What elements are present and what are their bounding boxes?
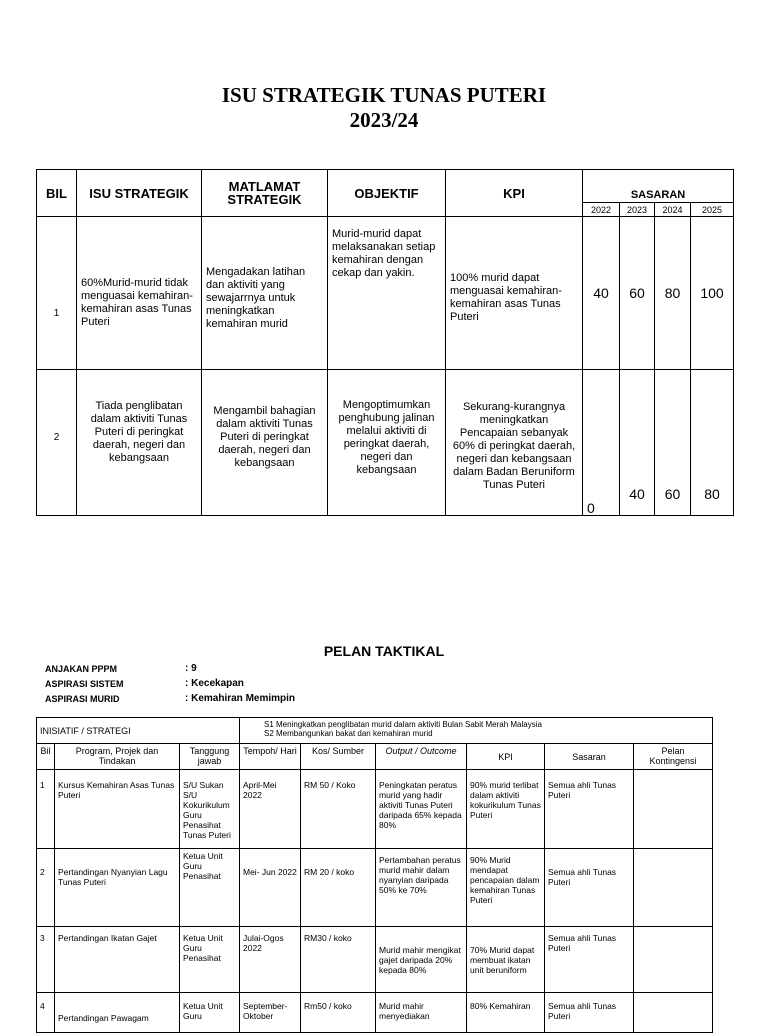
header-output: Output / Outcome (376, 744, 467, 770)
row1-matlamat: Mengadakan latihan dan aktiviti yang sewajarrnya untuk meningkatkan kemahiran murid (202, 217, 328, 370)
tactical-row4-bil: 4 (37, 993, 55, 1033)
tactical-row3-kpi: 70% Murid dapat membuat ikatan unit beruniform (467, 927, 545, 993)
header-objektif: OBJEKTIF (328, 170, 446, 217)
tactical-row2-kos: RM 20 / koko (301, 849, 376, 927)
header-sasaran: SASARAN (583, 170, 734, 203)
year-2023: 2023 (620, 203, 655, 217)
header-tempoh: Tempoh/ Hari (240, 744, 301, 770)
initiative-label: INISIATIF / STRATEGI (37, 718, 240, 744)
tactical-row4-output: Murid mahir menyediakan (376, 993, 467, 1033)
table-row (37, 993, 713, 1033)
row2-target-2024: 60 (655, 370, 691, 516)
tactical-row2-sasaran: Semua ahli Tunas Puteri (545, 849, 634, 927)
row2-matlamat: Mengambil bahagian dalam aktiviti Tunas Puteri di peringkat daerah, negeri dan kebangsaan (202, 370, 328, 516)
header-sasaran: Sasaran (545, 744, 634, 770)
header-bil: Bil (37, 744, 55, 770)
year-2022: 2022 (583, 203, 620, 217)
initiative-s2: S2 Membangunkan bakat dan kemahiran murid (264, 729, 433, 738)
tactical-row1-tempoh: April-Mei 2022 (240, 770, 301, 849)
tactical-row3-output: Murid mahir mengikat gajet daripada 20% kepada 80% (376, 927, 467, 993)
header-kpi: KPI (467, 744, 545, 770)
row2-target-2025: 80 (691, 370, 734, 516)
row2-target-2023: 40 (620, 370, 655, 516)
row1-target-2022: 40 (583, 217, 620, 370)
tactical-row2-program: Pertandingan Nyanyian Lagu Tunas Puteri (55, 849, 180, 927)
table-row (37, 770, 713, 849)
tactical-row2-kpi: 90% Murid mendapat pencapaian dalam kemahiran Tunas Puteri (467, 849, 545, 927)
header-kpi: KPI (446, 170, 583, 217)
table-row (37, 927, 713, 993)
row1-isu: 60%Murid-murid tidak menguasai kemahiran-kemahiran asas Tunas Puteri (77, 217, 202, 370)
document-year: 2023/24 (349, 108, 419, 132)
row1-target-2023: 60 (620, 217, 655, 370)
meta-value-aspirasi-murid: : Kemahiran Memimpin (185, 693, 296, 704)
row2-bil: 2 (37, 370, 77, 516)
tactical-row2-tempoh: Mei- Jun 2022 (240, 849, 301, 927)
tactical-row2-tanggung: Ketua Unit Guru Penasihat (180, 849, 240, 927)
tactical-row3-tanggung: Ketua Unit Guru Penasihat (180, 927, 240, 993)
tactical-row2-pelan (634, 849, 713, 927)
meta-value-anjakan: : 9 (185, 663, 197, 674)
row1-objektif: Murid-murid dapat melaksanakan setiap kemahiran dengan cekap dan yakin. (328, 217, 446, 370)
row1-kpi: 100% murid dapat menguasai kemahiran-kemahiran asas Tunas Puteri (446, 217, 583, 370)
tactical-plan-table (36, 717, 713, 1033)
header-isu-strategik: ISU STRATEGIK (77, 170, 202, 217)
header-tanggung-jawab: Tanggung jawab (180, 744, 240, 770)
meta-label-anjakan: ANJAKAN PPPM (45, 664, 118, 674)
tactical-row3-tempoh: Julai-Ogos 2022 (240, 927, 301, 993)
row2-objektif: Mengoptimumkan penghubung jalinan melalui aktiviti di peringkat daerah, negeri dan kebangsaan (328, 370, 446, 516)
tactical-row4-program: Pertandingan Pawagam (55, 993, 180, 1033)
header-bil: BIL (37, 170, 77, 217)
tactical-row3-kos: RM30 / koko (301, 927, 376, 993)
header-program: Program, Projek dan Tindakan (55, 744, 180, 770)
strategic-issues-table (36, 169, 734, 516)
tactical-row3-program: Pertandingan Ikatan Gajet (55, 927, 180, 993)
table-row (37, 370, 734, 516)
initiative-s1: S1 Meningkatkan penglibatan murid dalam aktiviti Bulan Sabit Merah Malaysia (264, 720, 542, 729)
tactical-row2-bil: 2 (37, 849, 55, 927)
row1-target-2025: 100 (691, 217, 734, 370)
header-pelan-kontingensi: Pelan Kontingensi (634, 744, 713, 770)
tactical-row1-kos: RM 50 / Koko (301, 770, 376, 849)
tactical-row4-sasaran: Semua ahli Tunas Puteri (545, 993, 634, 1033)
tactical-row4-kos: Rm50 / koko (301, 993, 376, 1033)
tactical-plan-heading: PELAN TAKTIKAL (323, 643, 445, 659)
tactical-row4-tanggung: Ketua Unit Guru (180, 993, 240, 1033)
year-2024: 2024 (655, 203, 691, 217)
year-2025: 2025 (691, 203, 734, 217)
tactical-row3-pelan (634, 927, 713, 993)
row2-kpi: Sekurang-kurangnya meningkatkan Pencapaian sebanyak 60% di peringkat daerah, negeri dan kebangsaan dalam Badan Beruniform Tunas Puteri (446, 370, 583, 516)
tactical-row1-program: Kursus Kemahiran Asas Tunas Puteri (55, 770, 180, 849)
tactical-row1-kpi: 90% murid terlibat dalam aktiviti kokurikulum Tunas Puteri (467, 770, 545, 849)
tactical-row1-sasaran: Semua ahli Tunas Puteri (545, 770, 634, 849)
tactical-row1-pelan (634, 770, 713, 849)
meta-label-aspirasi-murid: ASPIRASI MURID (45, 694, 120, 704)
header-kos: Kos/ Sumber (301, 744, 376, 770)
tactical-row3-bil: 3 (37, 927, 55, 993)
initiative-strategies (240, 718, 713, 744)
table-row (37, 217, 734, 370)
tactical-row4-kpi: 80% Kemahiran (467, 993, 545, 1033)
document-title: ISU STRATEGIK TUNAS PUTERI (221, 83, 547, 107)
tactical-row4-tempoh: September-Oktober (240, 993, 301, 1033)
tactical-row3-sasaran: Semua ahli Tunas Puteri (545, 927, 634, 993)
meta-value-aspirasi-sistem: : Kecekapan (185, 678, 244, 689)
meta-label-aspirasi-sistem: ASPIRASI SISTEM (45, 679, 124, 689)
table-row (37, 849, 713, 927)
tactical-row1-output: Peningkatan peratus murid yang hadir aktiviti Tunas Puteri daripada 65% kepada 80% (376, 770, 467, 849)
tactical-row1-bil: 1 (37, 770, 55, 849)
tactical-row2-output: Pertambahan peratus murid mahir dalam nyanyian daripada 50% ke 70% (376, 849, 467, 927)
row2-isu: Tiada penglibatan dalam aktiviti Tunas Puteri di peringkat daerah, negeri dan kebangsaan (77, 370, 202, 516)
tactical-row1-tanggung: S/U Sukan S/U Kokurikulum Guru Penasihat Tunas Puteri (180, 770, 240, 849)
row1-target-2024: 80 (655, 217, 691, 370)
header-matlamat-strategik: MATLAMAT STRATEGIK (202, 170, 328, 217)
row2-target-2022: 0 (583, 370, 620, 516)
tactical-row4-pelan (634, 993, 713, 1033)
row1-bil: 1 (37, 217, 77, 370)
